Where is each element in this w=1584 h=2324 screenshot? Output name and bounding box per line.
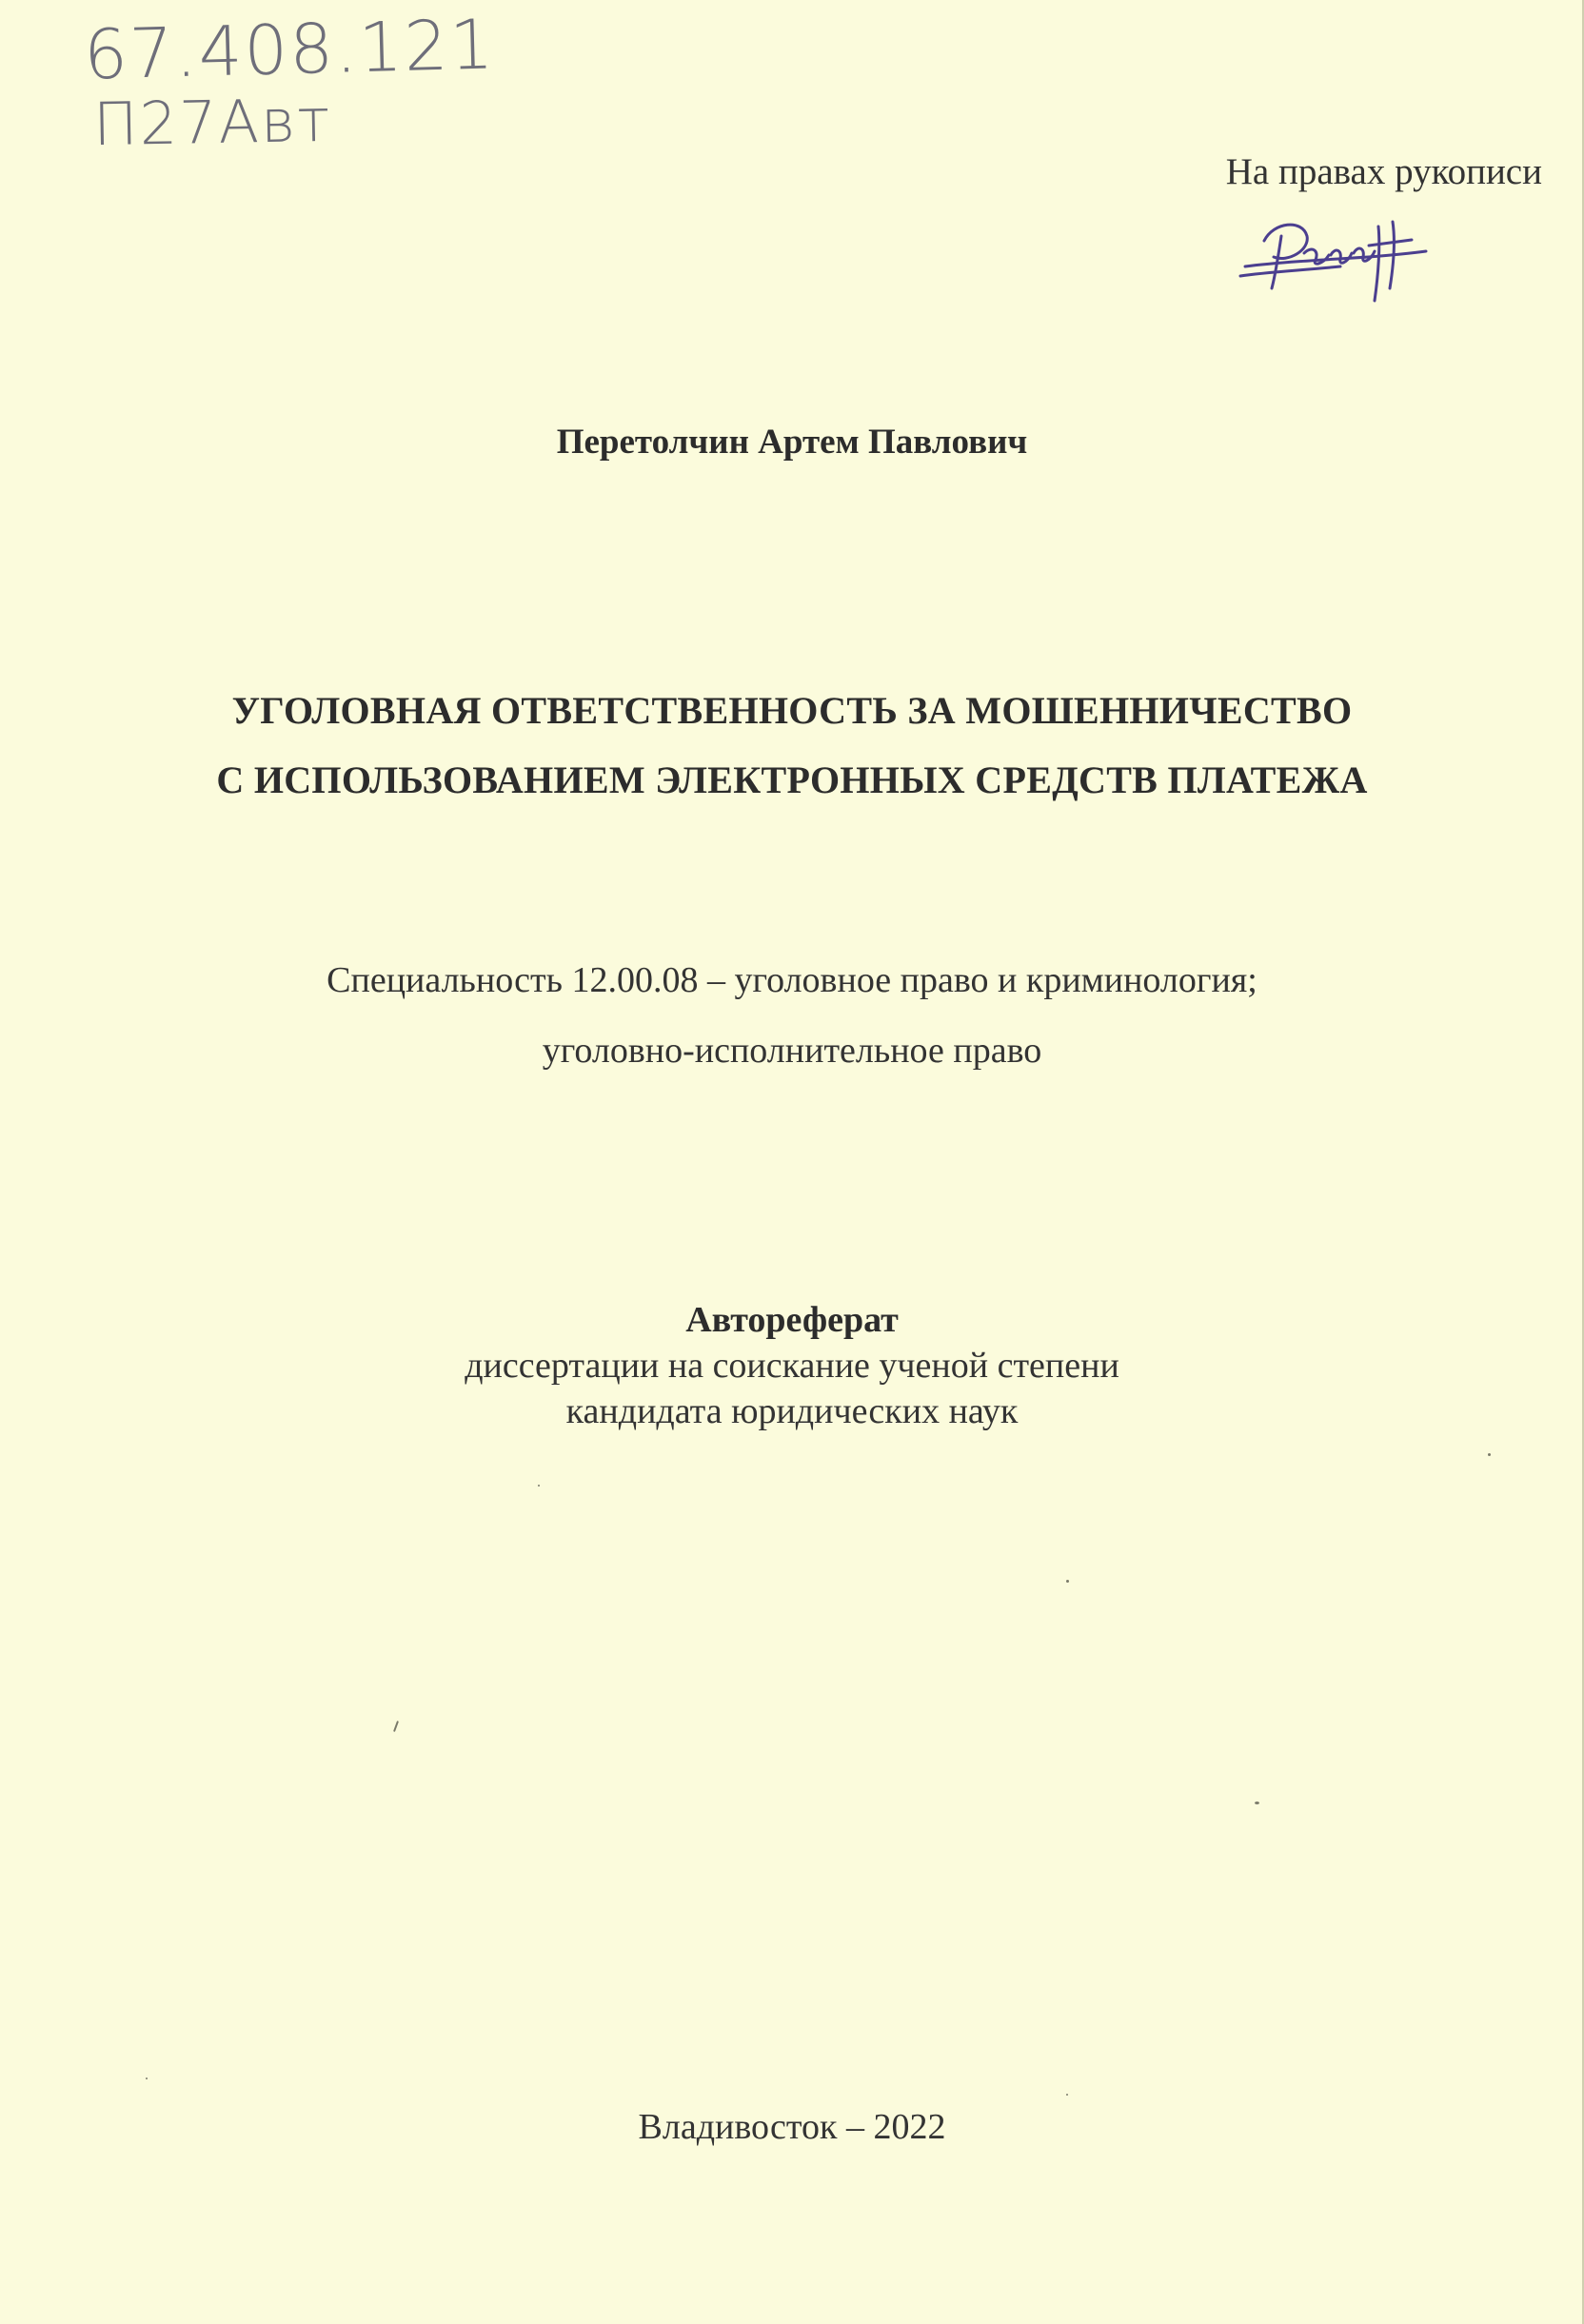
manuscript-note: На правах рукописи [1225, 151, 1542, 192]
paper-speck [393, 1721, 399, 1732]
library-code-line2: П27Авт [92, 85, 332, 160]
paper-speck [1066, 1580, 1069, 1583]
dissertation-title-line2: С ИСПОЛЬЗОВАНИЕМ ЭЛЕКТРОННЫХ СРЕДСТВ ПЛАТЕЖА [216, 758, 1368, 801]
abstract-line2: кандидата юридических наук [565, 1391, 1019, 1431]
library-code-line1: 67.408.121 [82, 4, 497, 95]
paper-speck [1066, 2094, 1068, 2096]
specialty-line1: Специальность 12.00.08 – уголовное право и криминология; [327, 960, 1257, 1000]
abstract-label: Автореферат [685, 1300, 899, 1340]
paper-speck [146, 2078, 148, 2079]
place-year: Владивосток – 2022 [638, 2107, 946, 2147]
abstract-line1: диссертации на соискание ученой степени [465, 1346, 1119, 1386]
signature-icon [1236, 207, 1436, 312]
dissertation-title-line1: УГОЛОВНАЯ ОТВЕТСТВЕННОСТЬ ЗА МОШЕННИЧЕСТВО [231, 689, 1353, 732]
author-name: Перетолчин Артем Павлович [556, 423, 1028, 462]
paper-speck [1255, 1802, 1259, 1804]
paper-speck [538, 1485, 540, 1487]
paper-speck [1488, 1453, 1491, 1456]
specialty-line2: уголовно-исполнительное право [542, 1031, 1042, 1071]
